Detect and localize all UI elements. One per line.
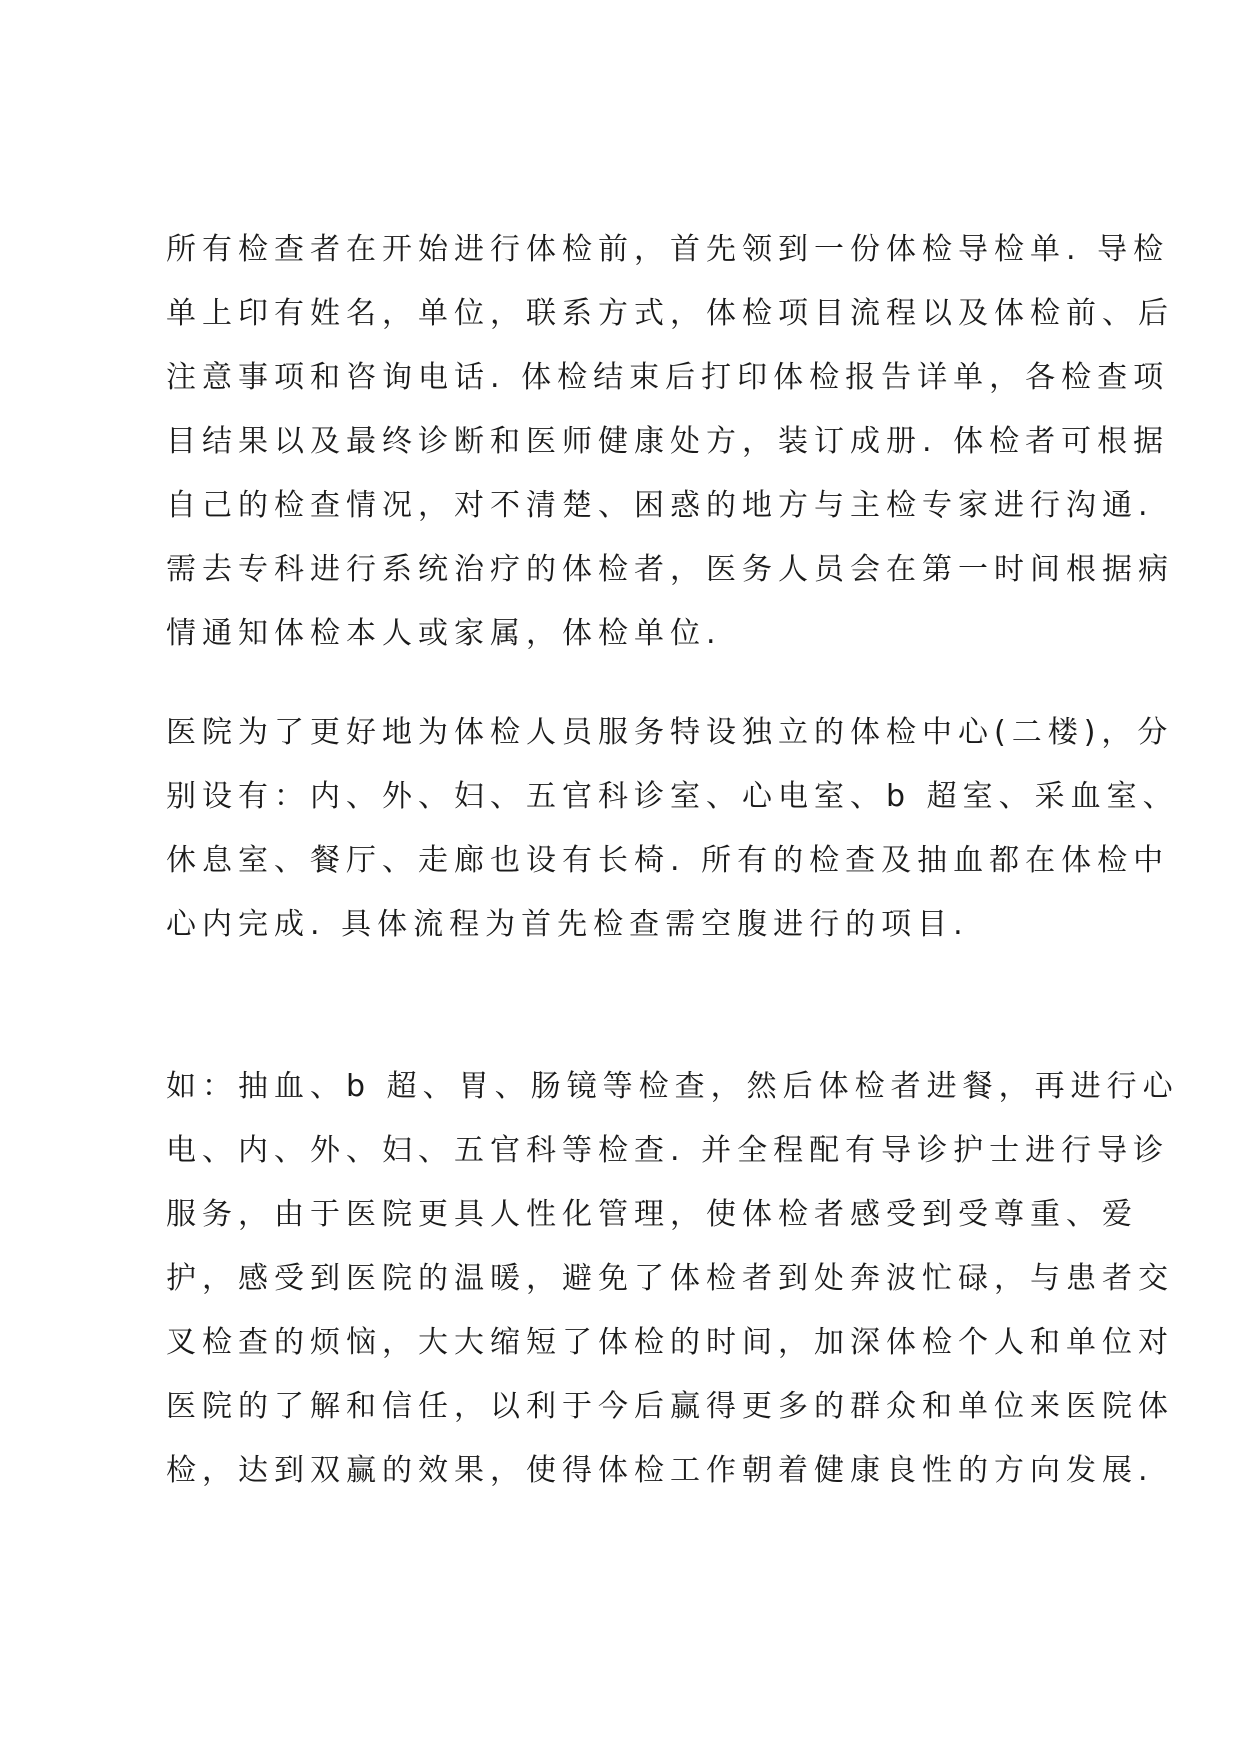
paragraph-checkup-procedure (166, 218, 1174, 666)
paragraph-checkup-center (166, 701, 1179, 957)
text-line: 检，达到双赢的效果，使得体检工作朝着健康良性的方向发展. (166, 1453, 1154, 1488)
text-line: 需去专科进行系统治疗的体检者，医务人员会在第一时间根据病 (166, 552, 1174, 587)
text-line: 电、内、外、妇、五官科等检查. 并全程配有导诊护士进行导诊 (166, 1133, 1170, 1168)
text-line: 自己的检查情况，对不清楚、困惑的地方与主检专家进行沟通. (166, 488, 1154, 523)
text-line: 注意事项和咨询电话. 体检结束后打印体检报告详单，各检查项 (166, 360, 1170, 395)
text-line: 护，感受到医院的温暖，避免了体检者到处奔波忙碌，与患者交 (166, 1261, 1174, 1296)
text-line: 情通知体检本人或家属，体检单位. (166, 616, 722, 651)
text-line: 别设有：内、外、妇、五官科诊室、心电室、b 超室、采血室、 (166, 779, 1179, 814)
text-line: 目结果以及最终诊断和医师健康处方，装订成册. 体检者可根据 (166, 424, 1170, 459)
text-line: 所有检查者在开始进行体检前，首先领到一份体检导检单. 导检 (166, 232, 1170, 267)
text-line: 单上印有姓名，单位，联系方式，体检项目流程以及体检前、后 (166, 296, 1174, 331)
text-line: 服务，由于医院更具人性化管理，使体检者感受到受尊重、爱 (166, 1197, 1138, 1232)
text-line: 休息室、餐厅、走廊也设有长椅. 所有的检查及抽血都在体检中 (166, 843, 1170, 878)
paragraph-checkup-flow (166, 1055, 1179, 1503)
text-line: 心内完成. 具体流程为首先检查需空腹进行的项目. (166, 907, 969, 942)
text-line: 如：抽血、b 超、胃、肠镜等检查，然后体检者进餐，再进行心 (166, 1069, 1179, 1104)
text-line: 叉检查的烦恼，大大缩短了体检的时间，加深体检个人和单位对 (166, 1325, 1174, 1360)
text-line: 医院为了更好地为体检人员服务特设独立的体检中心(二楼)，分 (166, 715, 1174, 750)
text-line: 医院的了解和信任，以利于今后赢得更多的群众和单位来医院体 (166, 1389, 1174, 1424)
